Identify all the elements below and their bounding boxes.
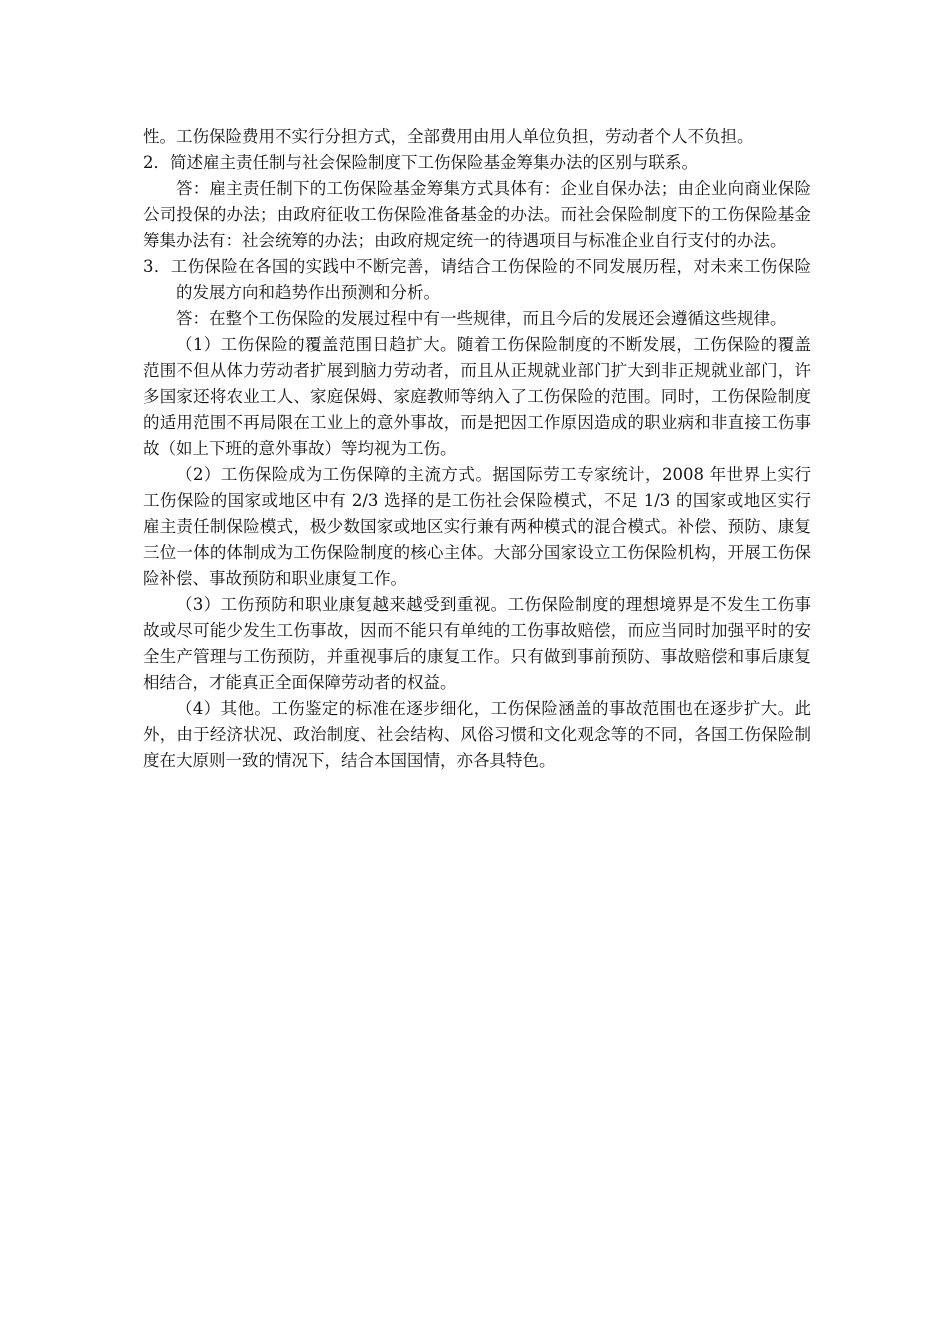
- answer-3-point-2: （2）工伤保险成为工伤保障的主流方式。据国际劳工专家统计，2008 年世界上实行工伤保险的国家或地区中有 2/3 选择的是工伤社会保险模式，不足 1/3 的国家或地区实行雇主责任制保险模式，极少数国家或地区实行兼有两种模式的混合模式。补偿、预防、康复三位一体的体制成为工伤保险制度的核心主体。大部分国家设立工伤保险机构，开展工伤保险补偿、事故预防和职业康复工作。: [143, 465, 811, 588]
- answer-3-intro: 答：在整个工伤保险的发展过程中有一些规律，而且今后的发展还会遵循这些规律。: [176, 309, 787, 328]
- answer-3-point-4: （4）其他。工伤鉴定的标准在逐步细化，工伤保险涵盖的事故范围也在逐步扩大。此外，由于经济状况、政治制度、社会结构、风俗习惯和文化观念等的不同，各国工伤保险制度在大原则一致的情况下，结合本国国情，亦各具特色。: [143, 699, 811, 770]
- answer-2: 答：雇主责任制下的工伤保险基金筹集方式具体有：企业自保办法；由企业向商业保险公司投保的办法；由政府征收工伤保险准备基金的办法。而社会保险制度下的工伤保险基金筹集办法有：社会统筹的办法；由政府规定统一的待遇项目与标准企业自行支付的办法。: [143, 179, 811, 250]
- answer-3-point-1: （1）工伤保险的覆盖范围日趋扩大。随着工伤保险制度的不断发展，工伤保险的覆盖范围不但从体力劳动者扩展到脑力劳动者，而且从正规就业部门扩大到非正规就业部门，许多国家还将农业工人、家庭保姆、家庭教师等纳入了工伤保险的范围。同时，工伤保险制度的适用范围不再局限在工业上的意外事故，而是把因工作原因造成的职业病和非直接工伤事故（如上下班的意外事故）等均视为工伤。: [143, 335, 811, 458]
- question-2: 2．简述雇主责任制与社会保险制度下工伤保险基金筹集办法的区别与联系。: [143, 153, 698, 172]
- question-3: 3．工伤保险在各国的实践中不断完善，请结合工伤保险的不同发展历程，对未来工伤保险的发展方向和趋势作出预测和分析。: [143, 257, 811, 302]
- document-body: [143, 124, 811, 774]
- paragraph-continuation: 性。工伤保险费用不实行分担方式，全部费用由用人单位负担，劳动者个人不负担。: [143, 127, 754, 146]
- answer-3-point-3: （3）工伤预防和职业康复越来越受到重视。工伤保险制度的理想境界是不发生工伤事故或尽可能少发生工伤事故，因而不能只有单纯的工伤事故赔偿，而应当同时加强平时的安全生产管理与工伤预防，并重视事后的康复工作。只有做到事前预防、事故赔偿和事后康复相结合，才能真正全面保障劳动者的权益。: [143, 595, 811, 692]
